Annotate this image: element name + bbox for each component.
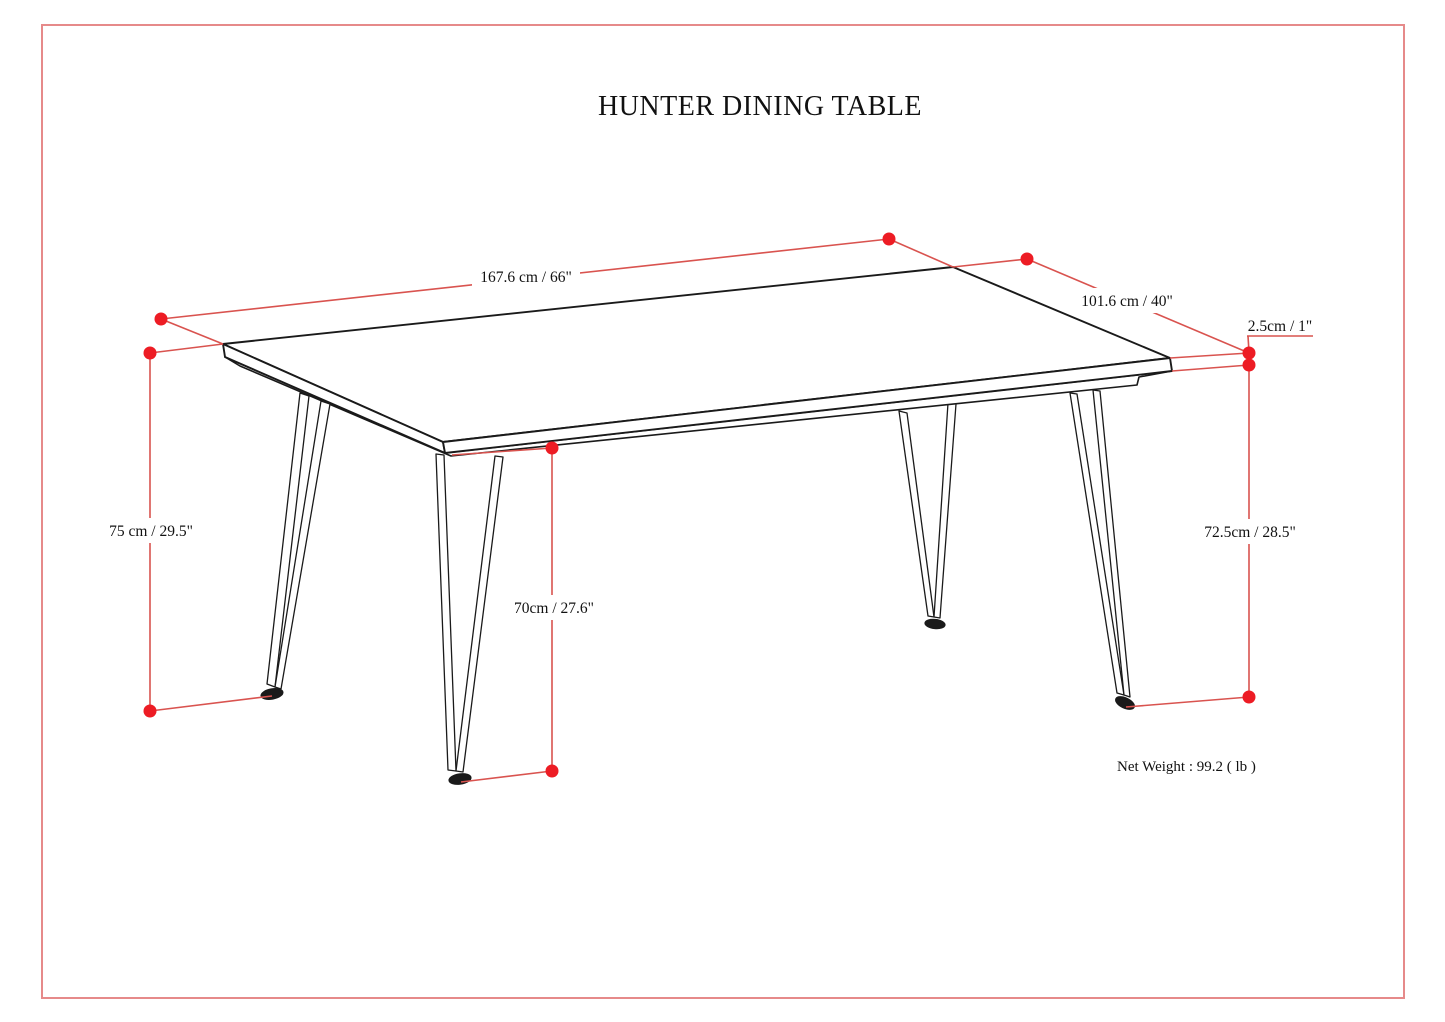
height-left-leader-bottom [150, 696, 272, 711]
height-right-dimension-label: 72.5cm / 28.5" [1204, 524, 1296, 541]
width-dimension-label: 101.6 cm / 40" [1081, 293, 1173, 310]
thickness-leader-bottom [1172, 365, 1249, 371]
height-right-leader-bottom [1126, 697, 1249, 707]
length-leader-right [889, 239, 953, 267]
table-leg-front-center [436, 454, 503, 785]
width-leader [953, 259, 1027, 267]
table-leg-back-right [1070, 390, 1136, 712]
leg-foot-cap [260, 687, 283, 701]
table-leg-front-left [260, 393, 330, 701]
leg-foot-cap [1114, 694, 1136, 712]
leg-foot-cap [448, 773, 471, 786]
clearance-dimension-label: 70cm / 27.6" [514, 600, 594, 617]
clearance-leader-bottom [461, 771, 552, 782]
leg-foot-cap [925, 618, 946, 629]
table-leg-back-center [899, 403, 956, 630]
thickness-callout [1247, 336, 1313, 352]
thickness-dimension-label: 2.5cm / 1" [1247, 318, 1313, 335]
length-dimension-label: 167.6 cm / 66" [480, 269, 572, 286]
thickness-leader-top [1170, 353, 1249, 358]
table-drawing [223, 267, 1172, 785]
height-left-leader-top [150, 344, 223, 353]
net-weight-label: Net Weight : 99.2 ( lb ) [1117, 759, 1256, 775]
height-left-dimension-label: 75 cm / 29.5" [109, 523, 193, 540]
length-leader-left [161, 319, 223, 344]
page-title: HUNTER DINING TABLE [597, 91, 923, 122]
